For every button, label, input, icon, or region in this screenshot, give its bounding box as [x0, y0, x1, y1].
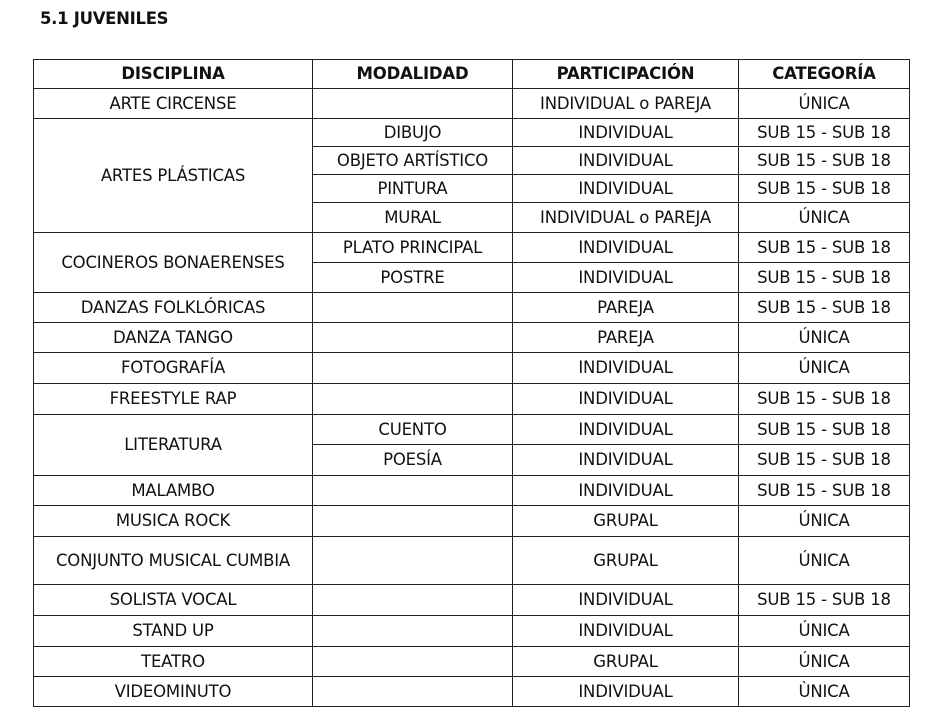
- categoria-cell: SUB 15 - SUB 18: [739, 263, 910, 293]
- categoria-cell: SUB 15 - SUB 18: [739, 175, 910, 203]
- categoria-cell: SUB 15 - SUB 18: [739, 585, 910, 616]
- discipline-cell: TEATRO: [34, 647, 313, 677]
- modalidad-cell: DIBUJO: [313, 119, 513, 147]
- participacion-cell: INDIVIDUAL: [513, 616, 739, 647]
- header-modalidad: MODALIDAD: [313, 60, 513, 89]
- categoria-cell: ÚNICA: [739, 89, 910, 119]
- discipline-cell: ARTE CIRCENSE: [34, 89, 313, 119]
- discipline-cell: FREESTYLE RAP: [34, 384, 313, 415]
- participacion-cell: GRUPAL: [513, 537, 739, 585]
- categoria-cell: ÚNICA: [739, 323, 910, 353]
- modalidad-cell: [313, 323, 513, 353]
- table-row: [34, 415, 910, 445]
- categoria-cell: ÚNICA: [739, 616, 910, 647]
- modalidad-cell: PLATO PRINCIPAL: [313, 233, 513, 263]
- header-row: [34, 60, 910, 89]
- participacion-cell: INDIVIDUAL: [513, 384, 739, 415]
- table-row: [34, 585, 910, 616]
- participacion-cell: INDIVIDUAL: [513, 147, 739, 175]
- participacion-cell: INDIVIDUAL: [513, 175, 739, 203]
- table-row: [34, 89, 910, 119]
- competition-table: [33, 59, 910, 707]
- categoria-cell: ÚNICA: [739, 353, 910, 384]
- table-row: [34, 293, 910, 323]
- table-row: [34, 647, 910, 677]
- modalidad-cell: [313, 647, 513, 677]
- modalidad-cell: [313, 293, 513, 323]
- categoria-cell: ÙNICA: [739, 677, 910, 707]
- modalidad-cell: [313, 384, 513, 415]
- table-row: [34, 506, 910, 537]
- discipline-cell: MUSICA ROCK: [34, 506, 313, 537]
- categoria-cell: SUB 15 - SUB 18: [739, 233, 910, 263]
- modalidad-cell: POSTRE: [313, 263, 513, 293]
- categoria-cell: SUB 15 - SUB 18: [739, 384, 910, 415]
- table-row: [34, 476, 910, 506]
- discipline-cell: CONJUNTO MUSICAL CUMBIA: [34, 537, 313, 585]
- table-row: [34, 323, 910, 353]
- discipline-cell: STAND UP: [34, 616, 313, 647]
- header-categoria: CATEGORÍA: [739, 60, 910, 89]
- discipline-cell: DANZA TANGO: [34, 323, 313, 353]
- discipline-cell: SOLISTA VOCAL: [34, 585, 313, 616]
- modalidad-cell: [313, 506, 513, 537]
- categoria-cell: ÚNICA: [739, 203, 910, 233]
- modalidad-cell: [313, 537, 513, 585]
- participacion-cell: PAREJA: [513, 323, 739, 353]
- discipline-cell: DANZAS FOLKLÓRICAS: [34, 293, 313, 323]
- participacion-cell: INDIVIDUAL: [513, 585, 739, 616]
- participacion-cell: INDIVIDUAL: [513, 119, 739, 147]
- discipline-cell: FOTOGRAFÍA: [34, 353, 313, 384]
- modalidad-cell: [313, 585, 513, 616]
- discipline-cell: VIDEOMINUTO: [34, 677, 313, 707]
- categoria-cell: ÚNICA: [739, 506, 910, 537]
- participacion-cell: INDIVIDUAL o PAREJA: [513, 203, 739, 233]
- table-row: [34, 616, 910, 647]
- categoria-cell: SUB 15 - SUB 18: [739, 415, 910, 445]
- categoria-cell: SUB 15 - SUB 18: [739, 119, 910, 147]
- header-participacion: PARTICIPACIÓN: [513, 60, 739, 89]
- modalidad-cell: [313, 476, 513, 506]
- participacion-cell: INDIVIDUAL: [513, 415, 739, 445]
- categoria-cell: SUB 15 - SUB 18: [739, 445, 910, 476]
- participacion-cell: GRUPAL: [513, 506, 739, 537]
- participacion-cell: INDIVIDUAL: [513, 445, 739, 476]
- modalidad-cell: OBJETO ARTÍSTICO: [313, 147, 513, 175]
- modalidad-cell: POESÍA: [313, 445, 513, 476]
- modalidad-cell: [313, 616, 513, 647]
- participacion-cell: INDIVIDUAL: [513, 233, 739, 263]
- header-disciplina: DISCIPLINA: [34, 60, 313, 89]
- participacion-cell: INDIVIDUAL: [513, 263, 739, 293]
- discipline-cell: LITERATURA: [34, 415, 313, 476]
- participacion-cell: INDIVIDUAL: [513, 353, 739, 384]
- table-row: [34, 537, 910, 585]
- participacion-cell: INDIVIDUAL o PAREJA: [513, 89, 739, 119]
- table-row: [34, 119, 910, 147]
- discipline-cell: COCINEROS BONAERENSES: [34, 233, 313, 293]
- section-title: 5.1 JUVENILES: [40, 9, 169, 28]
- categoria-cell: ÚNICA: [739, 647, 910, 677]
- modalidad-cell: [313, 89, 513, 119]
- table-row: [34, 353, 910, 384]
- table-row: [34, 233, 910, 263]
- modalidad-cell: [313, 677, 513, 707]
- table-row: [34, 384, 910, 415]
- participacion-cell: PAREJA: [513, 293, 739, 323]
- participacion-cell: INDIVIDUAL: [513, 476, 739, 506]
- modalidad-cell: [313, 353, 513, 384]
- discipline-cell: MALAMBO: [34, 476, 313, 506]
- categoria-cell: SUB 15 - SUB 18: [739, 147, 910, 175]
- categoria-cell: SUB 15 - SUB 18: [739, 293, 910, 323]
- categoria-cell: SUB 15 - SUB 18: [739, 476, 910, 506]
- categoria-cell: ÚNICA: [739, 537, 910, 585]
- participacion-cell: INDIVIDUAL: [513, 677, 739, 707]
- participacion-cell: GRUPAL: [513, 647, 739, 677]
- table-row: [34, 677, 910, 707]
- modalidad-cell: CUENTO: [313, 415, 513, 445]
- modalidad-cell: MURAL: [313, 203, 513, 233]
- discipline-cell: ARTES PLÁSTICAS: [34, 119, 313, 233]
- modalidad-cell: PINTURA: [313, 175, 513, 203]
